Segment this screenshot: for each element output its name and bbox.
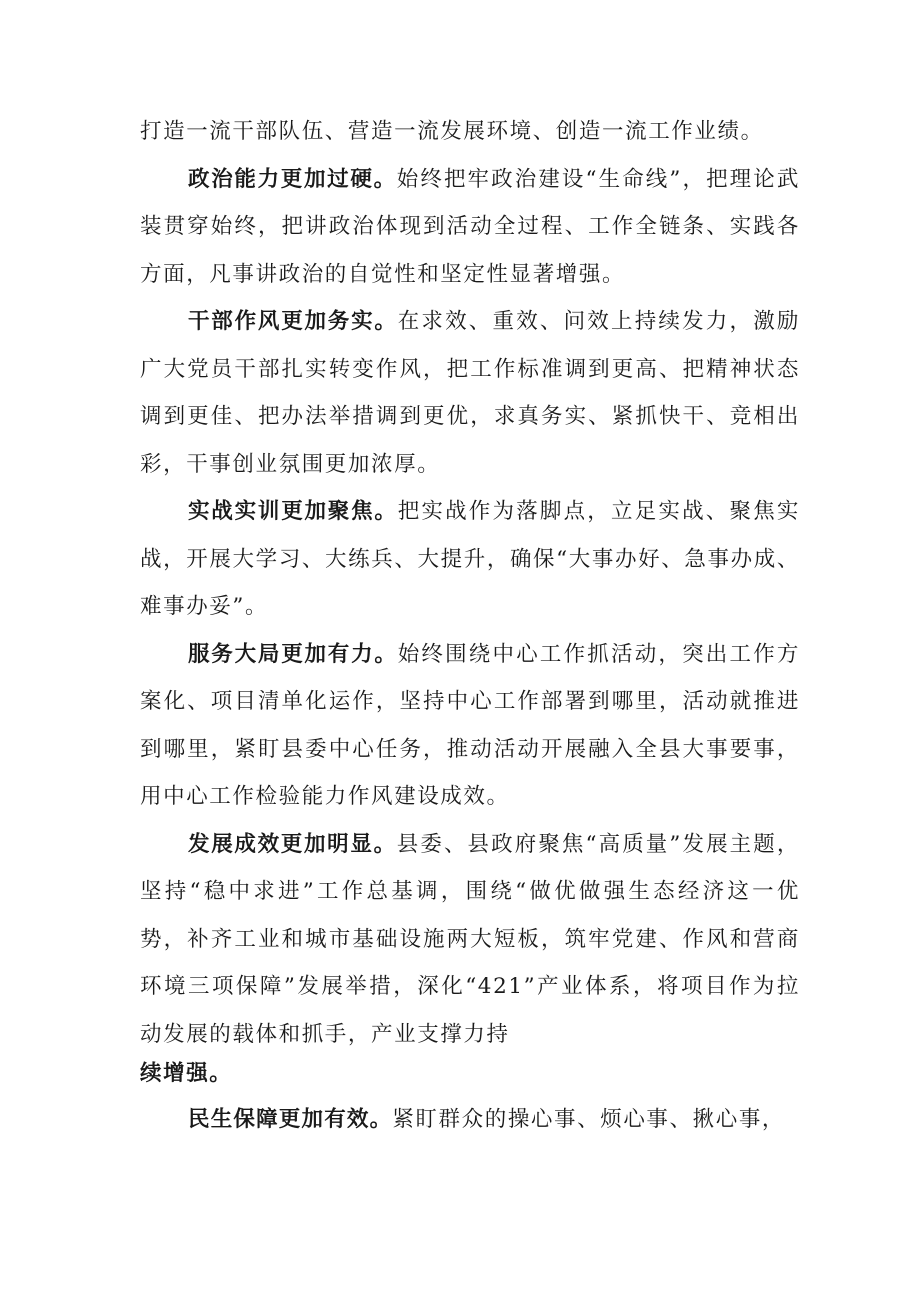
document-page: [140, 108, 800, 1144]
paragraph-text: 在求效、重效、问效上持续发力，激励广大党员干部扎实转变作风，把工作标准调到更高、把精神状态调到更佳、把办法举措调到更优，求真务实、紧抓快干、竞相出彩，干事创业氛围更加浓厚。: [140, 309, 800, 477]
paragraph-text: 把实战作为落脚点，立足实战、聚焦实战，开展大学习、大练兵、大提升，确保“大事办好、急事办成、难事办妥”。: [140, 499, 800, 619]
paragraph-political-ability: [140, 156, 800, 299]
paragraph-text: 始终把牢政治建设“生命线”，把理论武装贯穿始终，把讲政治体现到活动全过程、工作全链条、实践各方面，凡事讲政治的自觉性和坚定性显著增强。: [140, 166, 800, 287]
paragraph-text: 县委、县政府聚焦“高质量”发展主题，坚持“稳中求进”工作总基调，围绕“做优做强生态经济这一优势，补齐工业和城市基础设施两大短板，筑牢党建、作风和营商环境三项保障”发展举措，深化“421”产业体系，将项目作为拉动发展的载体和抓手，产业支撑力持: [140, 831, 800, 1047]
paragraph-tail-text: 续增强。: [140, 1061, 233, 1086]
paragraph-text: 紧盯群众的操心事、烦心事、揪心事，: [392, 1107, 786, 1132]
paragraph-heading: 政治能力更加过硬。: [188, 166, 397, 192]
paragraph-heading: 干部作风更加务实。: [188, 309, 398, 334]
paragraph-heading: 发展成效更加明显。: [188, 831, 397, 857]
paragraph-livelihood: [140, 1096, 800, 1144]
paragraph-heading: 服务大局更加有力。: [188, 641, 398, 667]
paragraph-intro: [140, 108, 800, 156]
paragraph-practical-training: [140, 488, 800, 631]
paragraph-serve-overall: [140, 631, 800, 821]
paragraph-text: 始终围绕中心工作抓活动，突出工作方案化、项目清单化运作，坚持中心工作部署到哪里，活动就推进到哪里，紧盯县委中心任务，推动活动开展融入全县大事要事，用中心工作检验能力作风建设成效。: [140, 641, 800, 809]
paragraph-heading: 民生保障更加有效。: [188, 1107, 393, 1132]
paragraph-development-results: [140, 821, 800, 1097]
paragraph-heading: 实战实训更加聚焦。: [188, 499, 398, 524]
paragraph-text: 打造一流干部队伍、营造一流发展环境、创造一流工作业绩。: [140, 119, 764, 144]
paragraph-cadre-style: [140, 298, 800, 488]
